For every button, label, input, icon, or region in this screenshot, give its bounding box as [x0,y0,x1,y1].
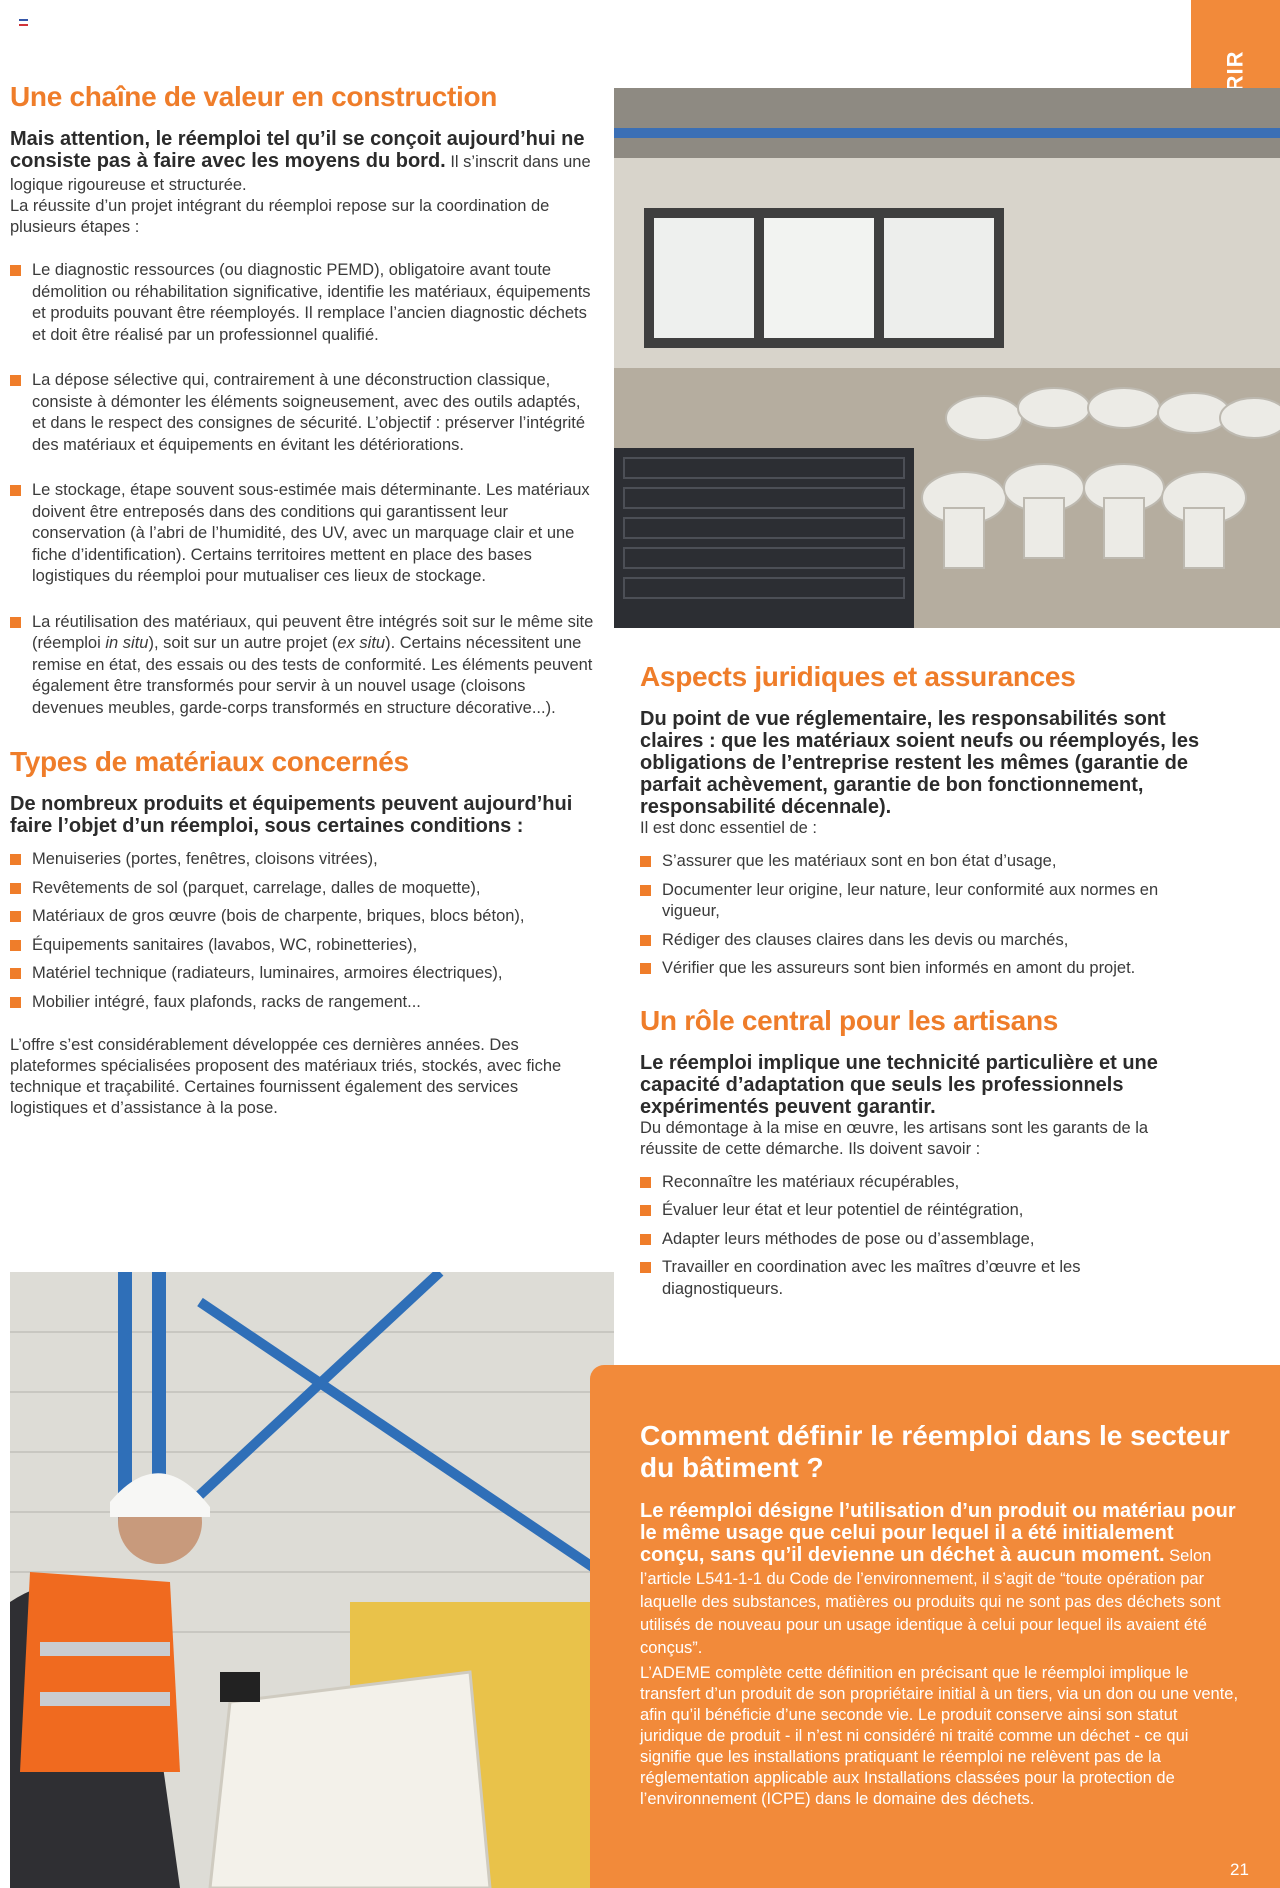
section-intro-legal: Il est donc essentiel de : [640,819,818,837]
list-item [640,958,1205,980]
list-item-text: Équipements sanitaires (lavabos, WC, robinetteries), [32,935,418,954]
list-item [10,992,595,1014]
list-item-text: Matériel technique (radiateurs, luminaires, armoires électriques), [32,964,503,982]
bullet-square-icon [640,1262,651,1273]
list-item [640,851,1205,873]
list-item [10,935,595,957]
list-item-text: La dépose sélective qui, contrairement à une déconstruction classique, consiste à démonter les éléments soigneusement, avec des outils adaptés, et dans le respect des consignes de sécurité. L’objectif : préserver l’intégrité des matériaux et équipements en évitant les détériorations. [32,371,586,454]
flag-icon [19,19,28,26]
list-item-text: Mobilier intégré, faux plafonds, racks de rangement... [32,992,421,1011]
lead-bold: Mais attention, le réemploi tel qu’il se conçoit aujourd’hui ne consiste pas à faire avec les moyens du bord. [10,128,585,172]
bullet-square-icon [10,375,21,386]
right-column [640,660,1205,1300]
materials-list [10,849,595,1013]
definition-lead-bold: Le réemploi désigne l’utilisation d’un produit ou matériau pour le même usage que celui pour lequel il a été initialement conçu, sans qu’il devienne un déchet à aucun moment. [640,1500,1236,1566]
bullet-square-icon [10,617,21,628]
list-item [640,1229,1205,1251]
bullet-square-icon [10,997,21,1008]
list-item-text-italic: in situ [105,634,149,652]
bullet-square-icon [640,963,651,974]
bullet-square-icon [640,885,651,896]
list-item [10,906,595,928]
page-number: 21 [1230,1860,1249,1879]
list-item-text: Documenter leur origine, leur nature, leur conformité aux normes en vigueur, [662,880,1159,920]
section-title-materials: Types de matériaux concernés [10,746,409,777]
definition-lead-rest: Selon l’article L541-1-1 du Code de l’environnement, il s’agit de “toute opération par laquelle des substances, matières ou produits qui ne sont pas des déchets sont utilisés de nouveau pour un usage identique à celui pour lequel ils avaient été conçus”. [640,1547,1221,1657]
list-item-text: Rédiger des clauses claires dans les devis ou marchés, [662,930,1069,949]
list-item-text: Revêtements de sol (parquet, carrelage, dalles de moquette), [32,878,481,897]
list-item [10,612,595,720]
bullet-square-icon [10,911,21,922]
photo-worker-illustration [10,1272,614,1888]
section-title-legal: Aspects juridiques et assurances [640,661,1076,692]
section-lead-legal: Du point de vue réglementaire, les responsabilités sont claires : que les matériaux soient neufs ou réemployés, les obligations de l’entreprise restent les mêmes (garantie de parfait achèvement, garantie de bon fonctionnement, responsabilité décennale). [640,708,1200,818]
list-item [640,1200,1205,1222]
bullet-square-icon [10,854,21,865]
list-item [640,1257,1205,1300]
photo-worker [10,1272,614,1888]
section-title-value-chain: Une chaîne de valeur en construction [10,81,498,112]
section-outro-materials: L’offre s’est considérablement développée ces dernières années. Des plateformes spécialisées proposent des matériaux triés, stockés, avec fiche technique et traçabilité. Certaines fournissent également des services logistiques et d’assistance à la pose. [10,1036,562,1117]
definition-box-title: Comment définir le réemploi dans le secteur du bâtiment ? [640,1420,1230,1483]
list-item-text-italic: ex situ [337,634,386,652]
list-item-text: Menuiseries (portes, fenêtres, cloisons vitrées), [32,850,378,868]
definition-box-paragraph: L’ADEME complète cette définition en précisant que le réemploi implique le transfert d’un produit de son propriétaire initial à un tiers, via un don ou une vente, afin qu’il bénéficie d’une seconde vie. Le produit conserve ainsi son statut juridique de produit - il n’est ni considéré ni traité comme un déchet - ce qui signifie que les installations pratiquant le réemploi ne relèvent pas de la réglementation applicable aux Installations classées pour la protection de l’environnement (ICPE) dans le domaine des déchets. [640,1664,1239,1808]
list-item [10,370,595,456]
definition-box [590,1365,1280,1888]
bullet-square-icon [640,1234,651,1245]
list-item-text: Matériaux de gros œuvre (bois de charpente, briques, blocs béton), [32,907,525,925]
list-item-text: La réutilisation des matériaux, qui peuvent être intégrés soit sur le même site (réemploi [32,612,594,652]
bullet-square-icon [640,935,651,946]
lead-rest: Il s’inscrit dans une logique rigoureuse et structurée. [10,153,591,194]
bullet-square-icon [10,940,21,951]
bullet-square-icon [10,968,21,979]
list-item [10,849,595,871]
list-item-text: ). Certains nécessitent une remise en état, des essais ou des tests de conformité. Les éléments peuvent également être transformés pour servir à un nouvel usage (cloisons devenues meubles, garde-corps transformés en structure décorative...). [32,634,593,717]
section-lead-artisans: Le réemploi implique une technicité particulière et une capacité d’adaptation que seuls les professionnels expérimentés peuvent garantir. [640,1051,1158,1118]
section-lead-value-chain [10,128,595,196]
section-intro-value-chain: La réussite d’un projet intégrant du réemploi repose sur la coordination de plusieurs étapes : [10,197,550,236]
photo-stored-toilets-illustration [614,88,1280,628]
section-title-artisans: Un rôle central pour les artisans [640,1004,1059,1036]
bullet-square-icon [10,883,21,894]
list-item [640,1172,1205,1194]
list-item [10,480,595,588]
bullet-square-icon [10,265,21,276]
left-column [10,80,595,1119]
list-item [10,878,595,900]
bullet-square-icon [640,1177,651,1188]
list-item-text: S’assurer que les matériaux sont en bon état d’usage, [662,852,1057,870]
list-item-text: Vérifier que les assureurs sont bien informés en amont du projet. [662,959,1136,977]
list-item [10,260,595,346]
bullet-square-icon [640,1205,651,1216]
list-item [640,880,1205,923]
list-item-text: Le stockage, étape souvent sous-estimée mais déterminante. Les matériaux doivent être entreposés dans des conditions qui garantissent leur conservation (à l’abri de l’humidité, des UV, avec un marquage clair et une fiche d’identification). Certains territoires mettent en place des bases logistiques du réemploi pour mutualiser ces lieux de stockage. [32,481,590,585]
list-item [640,930,1205,952]
definition-box-lead [640,1500,1240,1659]
bullet-square-icon [10,485,21,496]
legal-list [640,851,1205,980]
artisans-list [640,1172,1205,1301]
list-item-text: Adapter leurs méthodes de pose ou d’assemblage, [662,1229,1035,1248]
list-item-text: Le diagnostic ressources (ou diagnostic PEMD), obligatoire avant toute démolition ou réhabilitation significative, identifie les matériaux, équipements et produits pouvant être réemployés. Il remplace l’ancien diagnostic déchets et doit être réalisé par un professionnel qualifié. [32,261,591,344]
section-intro-artisans: Du démontage à la mise en œuvre, les artisans sont les garants de la réussite de cette démarche. Ils doivent savoir : [640,1118,1149,1158]
list-item-text: Travailler en coordination avec les maîtres d’œuvre et les diagnostiqueurs. [662,1258,1081,1298]
list-item [10,963,595,985]
steps-list [10,260,595,719]
photo-stored-toilets [614,88,1280,628]
list-item-text: Reconnaître les matériaux récupérables, [662,1172,960,1191]
bullet-square-icon [640,856,651,867]
list-item-text: ), soit sur un autre projet ( [148,634,338,652]
section-lead-materials: De nombreux produits et équipements peuvent aujourd’hui faire l’objet d’un réemploi, sous certaines conditions : [10,793,573,837]
list-item-text: Évaluer leur état et leur potentiel de réintégration, [662,1201,1024,1219]
